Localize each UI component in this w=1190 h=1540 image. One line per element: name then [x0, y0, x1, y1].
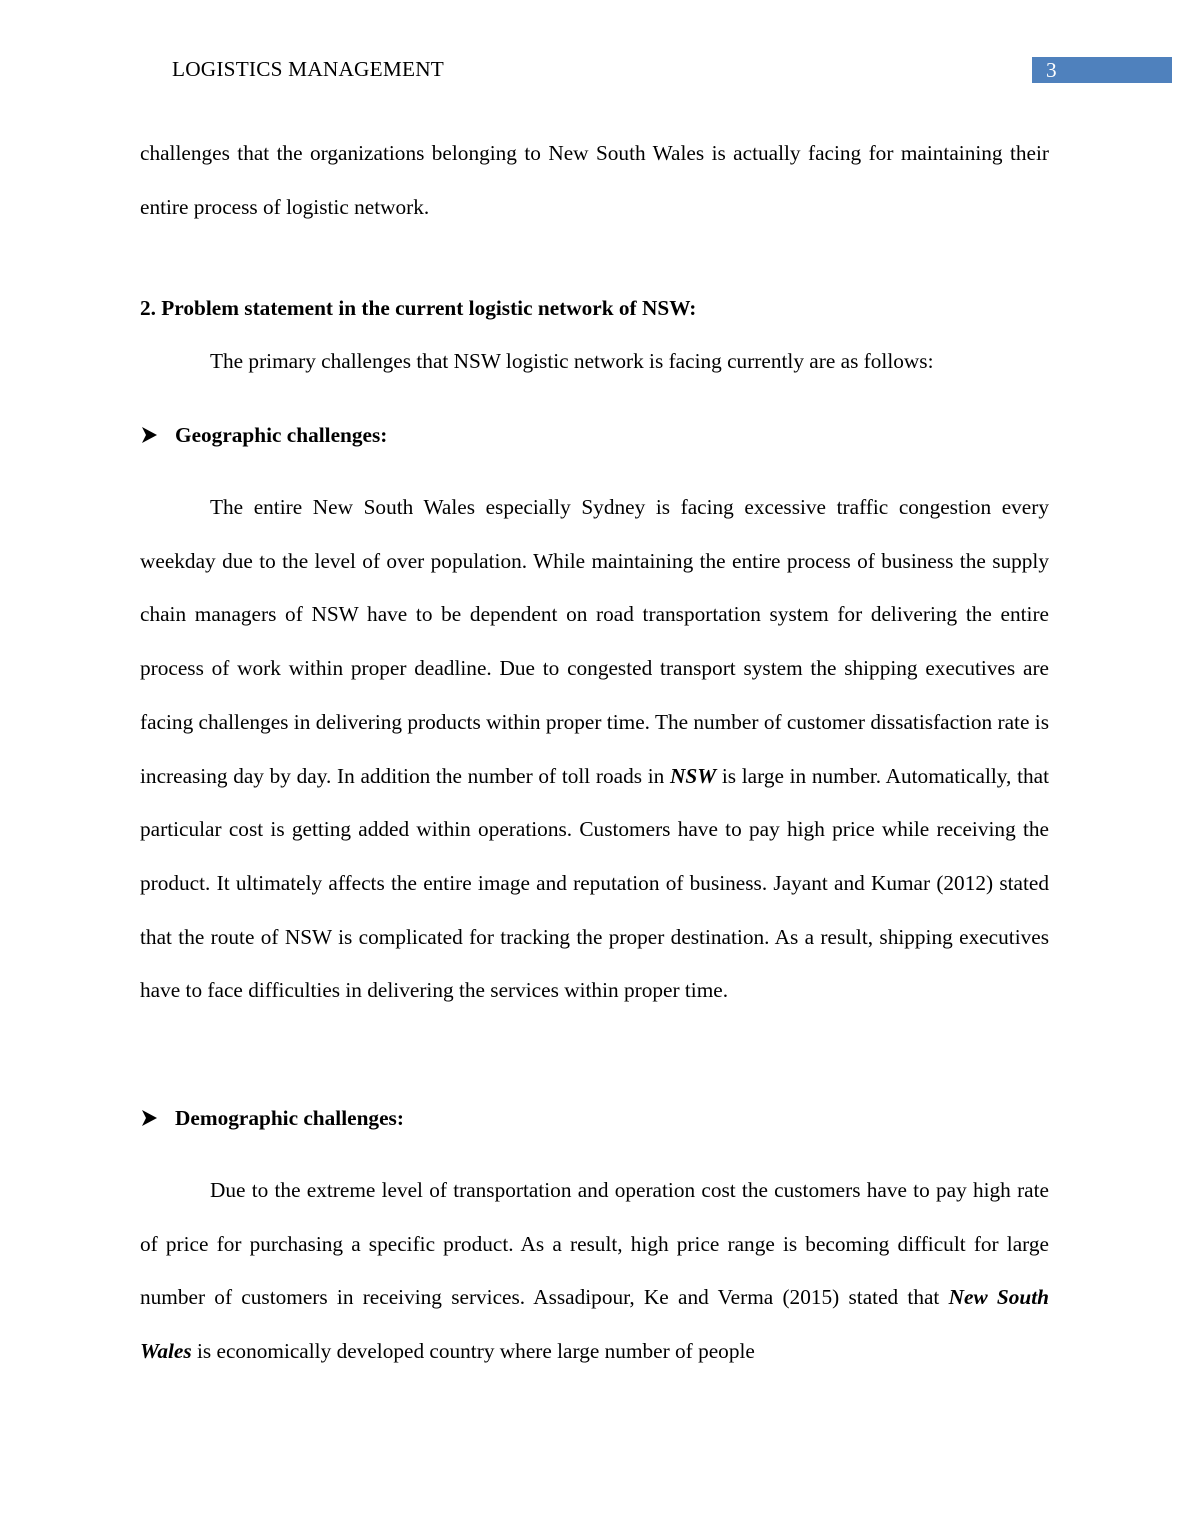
bullet-heading-geographic [140, 422, 1049, 448]
demographic-emphasis: New South Wales [140, 1285, 1049, 1364]
bullet-heading-demographic [140, 1105, 1049, 1131]
lead-paragraph: The primary challenges that NSW logistic network is facing currently are as follows: [210, 349, 934, 373]
arrow-bullet-icon [140, 426, 158, 444]
section-heading: 2. Problem statement in the current logistic network of NSW: [140, 296, 697, 320]
page-number-badge [1032, 57, 1172, 83]
geographic-emphasis: NSW [670, 763, 717, 788]
page-number: 3 [1046, 58, 1057, 82]
demographic-section [140, 1164, 1049, 1379]
demographic-paragraph [140, 1164, 1049, 1379]
demographic-text-2: is economically developed country where large number of people [191, 1339, 755, 1364]
geographic-text-1: The entire New South Wales especially Sydney is facing excessive traffic congestion every weekday due to the level of over population. While maintaining the entire process of business the supply chain managers of NSW have to be dependent on road transportation system for delivering the entire process of work within proper deadline. Due to congested transport system the shipping executives are facing challenges in delivering products within proper time. The number of customer dissatisfaction rate is increasing day by day. In addition the number of toll roads in [140, 495, 1049, 788]
section-2-lead [140, 335, 1049, 389]
geographic-text-2: is large in number. Automatically, that particular cost is getting added within operations. Customers have to pay high price while receiving the product. It ultimately affects the entire image and reputation of business. Jayant and Kumar (2012) stated that the route of NSW is complicated for tracking the proper destination. As a result, shipping executives have to face difficulties in delivering the services within proper time. [140, 763, 1050, 1003]
geographic-section [140, 481, 1049, 1018]
geographic-heading: Geographic challenges: [175, 422, 388, 447]
section-2 [140, 295, 1049, 321]
intro-section [140, 127, 1049, 234]
demographic-heading-row [140, 1105, 1049, 1131]
demographic-heading: Demographic challenges: [175, 1105, 404, 1130]
geographic-paragraph [140, 481, 1049, 1018]
geographic-heading-row [140, 422, 1049, 448]
running-title: LOGISTICS MANAGEMENT [172, 57, 444, 81]
demographic-text-1: Due to the extreme level of transportation and operation cost the customers have to pay high rate of price for purchasing a specific product. As a result, high price range is becoming difficult for large number of customers in receiving services. Assadipour, Ke and Verma (2015) stated that [140, 1178, 1049, 1310]
arrow-bullet-icon [140, 1109, 158, 1127]
intro-paragraph: challenges that the organizations belonging to New South Wales is actually facing for maintaining their entire process of logistic network. [140, 141, 1049, 219]
